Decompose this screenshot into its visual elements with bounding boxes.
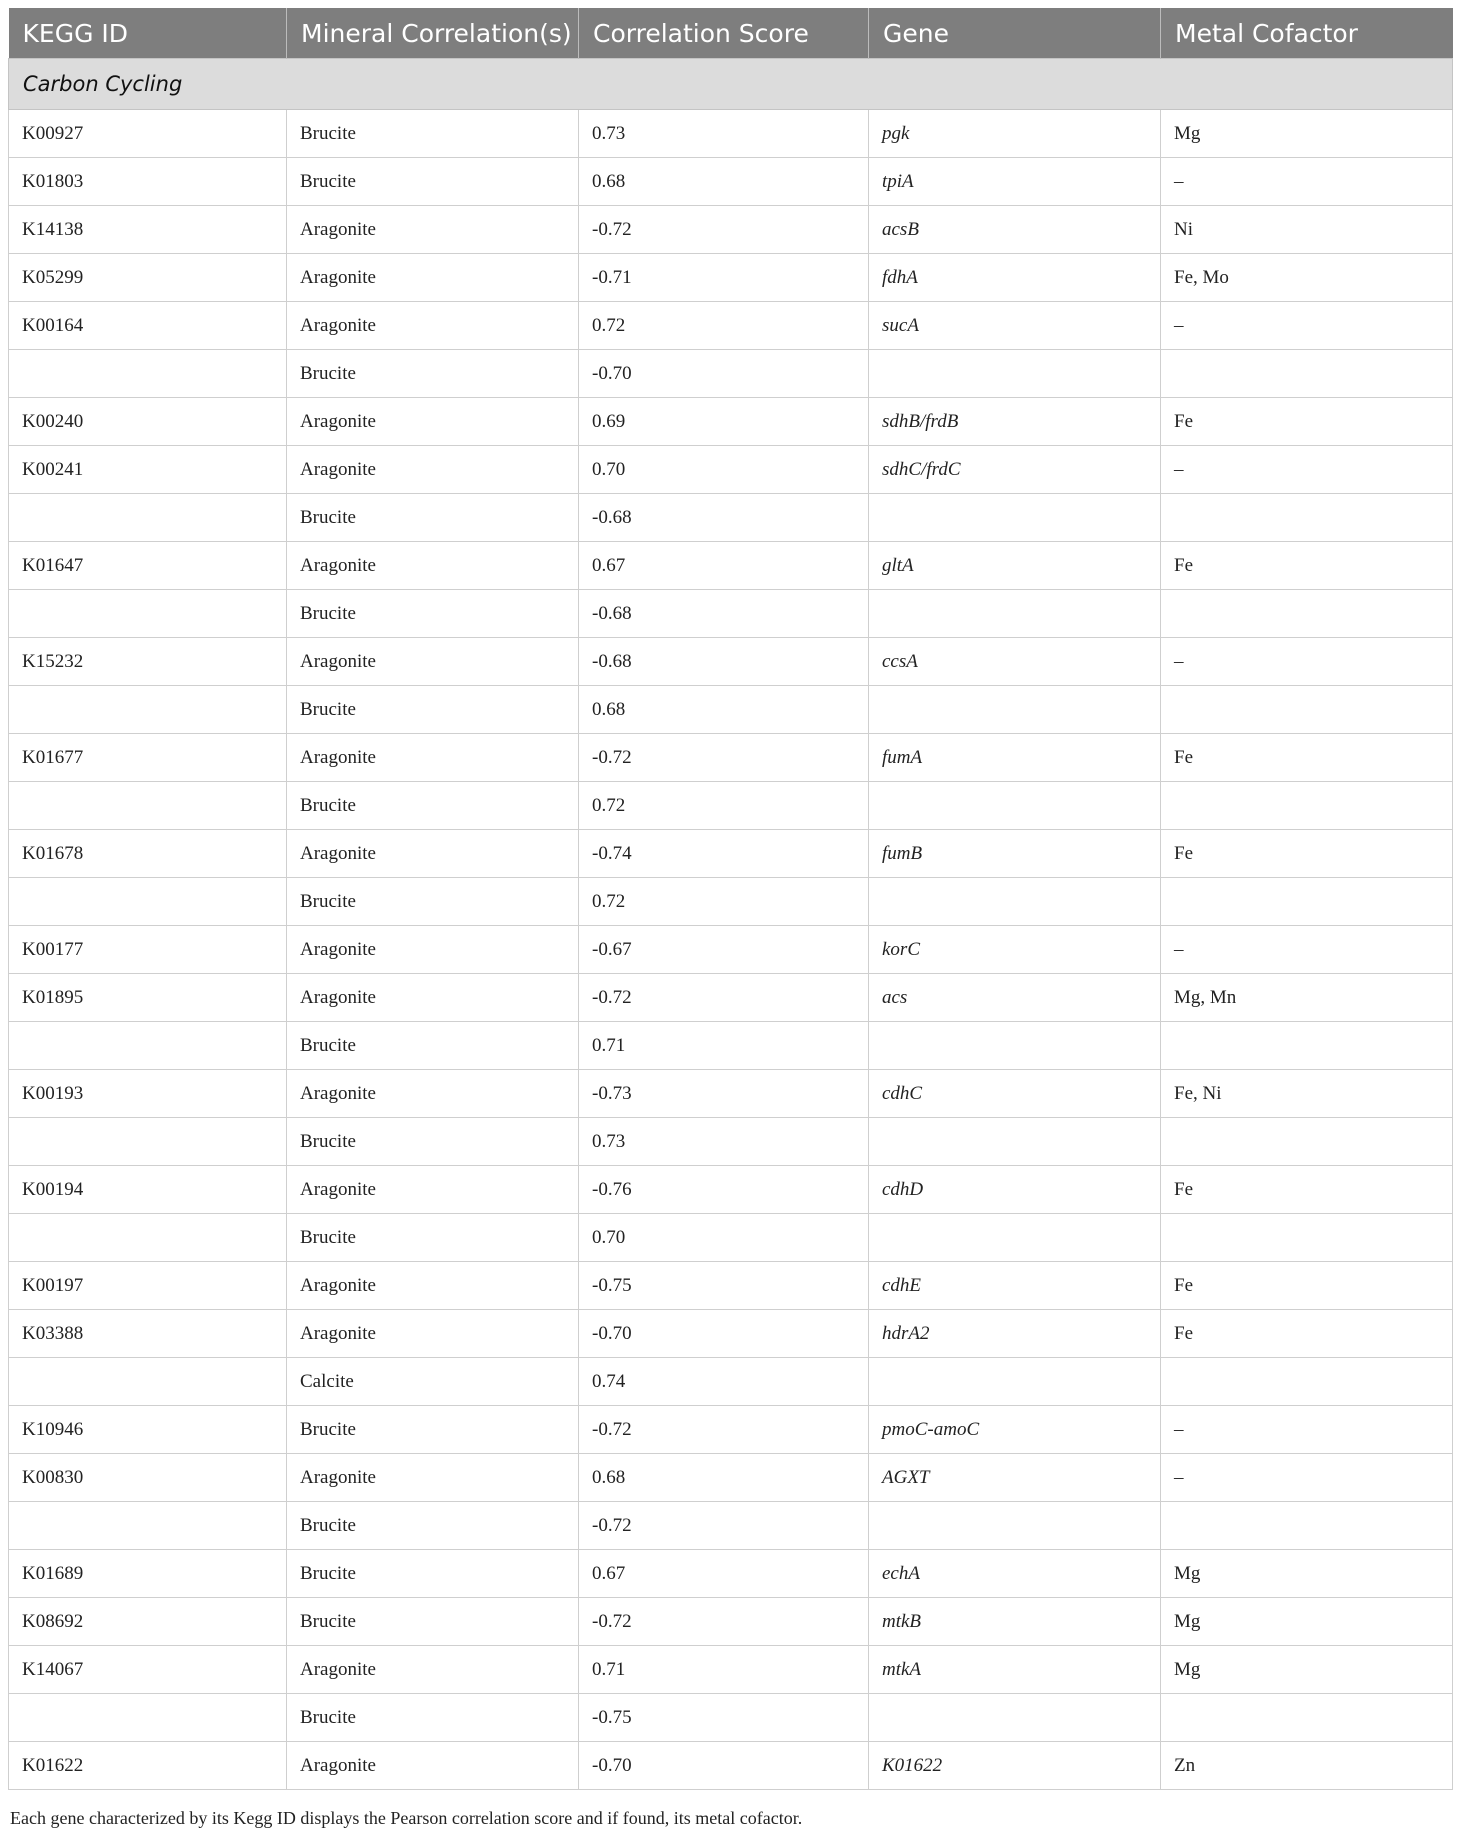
cell-gene	[869, 1502, 1161, 1550]
cell-mineral: Brucite	[287, 1550, 579, 1598]
cell-mineral: Aragonite	[287, 1166, 579, 1214]
table-row	[9, 1166, 1453, 1214]
cell-mineral: Aragonite	[287, 1310, 579, 1358]
cell-cofactor: Fe	[1161, 1262, 1453, 1310]
cell-kegg-id: K01647	[9, 542, 287, 590]
cell-kegg-id	[9, 782, 287, 830]
table-row	[9, 1598, 1453, 1646]
header-gene: Gene	[869, 8, 1161, 59]
cell-gene: acs	[869, 974, 1161, 1022]
table-container	[8, 8, 1452, 1790]
cell-cofactor: Ni	[1161, 206, 1453, 254]
cell-kegg-id: K14067	[9, 1646, 287, 1694]
table-body	[9, 59, 1453, 1790]
cell-kegg-id	[9, 494, 287, 542]
cell-score: -0.70	[579, 1310, 869, 1358]
cell-kegg-id: K00241	[9, 446, 287, 494]
cell-score: 0.70	[579, 446, 869, 494]
cell-gene: sdhC/frdC	[869, 446, 1161, 494]
cell-mineral: Brucite	[287, 110, 579, 158]
cell-score: 0.72	[579, 878, 869, 926]
cell-mineral: Aragonite	[287, 638, 579, 686]
cell-cofactor: Mg	[1161, 1550, 1453, 1598]
cell-mineral: Brucite	[287, 158, 579, 206]
table-row	[9, 1022, 1453, 1070]
cell-mineral: Aragonite	[287, 302, 579, 350]
table-row	[9, 974, 1453, 1022]
table-row	[9, 782, 1453, 830]
cell-gene	[869, 1358, 1161, 1406]
table-row	[9, 1118, 1453, 1166]
table-row	[9, 686, 1453, 734]
cell-gene: mtkA	[869, 1646, 1161, 1694]
cell-score: -0.68	[579, 590, 869, 638]
header-correlation-score: Correlation Score	[579, 8, 869, 59]
table-row	[9, 1262, 1453, 1310]
cell-kegg-id: K00193	[9, 1070, 287, 1118]
cell-mineral: Aragonite	[287, 1070, 579, 1118]
cell-gene	[869, 878, 1161, 926]
cell-cofactor: Mg, Mn	[1161, 974, 1453, 1022]
cell-kegg-id: K10946	[9, 1406, 287, 1454]
cell-cofactor	[1161, 1694, 1453, 1742]
cell-mineral: Aragonite	[287, 206, 579, 254]
cell-score: 0.72	[579, 302, 869, 350]
table-row	[9, 1550, 1453, 1598]
cell-score: 0.67	[579, 542, 869, 590]
cell-score: -0.72	[579, 1502, 869, 1550]
cell-score: 0.68	[579, 1454, 869, 1502]
cell-score: -0.68	[579, 638, 869, 686]
cell-kegg-id	[9, 590, 287, 638]
table-row	[9, 302, 1453, 350]
cell-cofactor: Fe	[1161, 734, 1453, 782]
cell-gene	[869, 686, 1161, 734]
cell-cofactor: –	[1161, 1406, 1453, 1454]
cell-gene: echA	[869, 1550, 1161, 1598]
table-row	[9, 1070, 1453, 1118]
cell-mineral: Aragonite	[287, 1646, 579, 1694]
cell-kegg-id: K00194	[9, 1166, 287, 1214]
header-kegg-id: KEGG ID	[9, 8, 287, 59]
cell-score: -0.68	[579, 494, 869, 542]
header-mineral-correlation: Mineral Correlation(s)	[287, 8, 579, 59]
table-row	[9, 398, 1453, 446]
cell-cofactor: Mg	[1161, 110, 1453, 158]
cell-gene: tpiA	[869, 158, 1161, 206]
cell-mineral: Aragonite	[287, 398, 579, 446]
cell-score: -0.76	[579, 1166, 869, 1214]
cell-cofactor: Fe	[1161, 830, 1453, 878]
section-title: Carbon Cycling	[9, 59, 1453, 110]
cell-score: 0.73	[579, 1118, 869, 1166]
cell-kegg-id	[9, 878, 287, 926]
cell-cofactor: –	[1161, 1454, 1453, 1502]
cell-kegg-id	[9, 350, 287, 398]
cell-mineral: Aragonite	[287, 542, 579, 590]
cell-gene	[869, 1694, 1161, 1742]
cell-kegg-id: K01895	[9, 974, 287, 1022]
cell-score: -0.72	[579, 974, 869, 1022]
cell-gene: mtkB	[869, 1598, 1161, 1646]
cell-kegg-id	[9, 1502, 287, 1550]
section-row	[9, 59, 1453, 110]
cell-score: 0.71	[579, 1646, 869, 1694]
cell-cofactor: Fe, Ni	[1161, 1070, 1453, 1118]
cell-mineral: Brucite	[287, 878, 579, 926]
table-row	[9, 1214, 1453, 1262]
cell-kegg-id: K00830	[9, 1454, 287, 1502]
table-row	[9, 638, 1453, 686]
table-row	[9, 446, 1453, 494]
cell-mineral: Brucite	[287, 1502, 579, 1550]
cell-mineral: Brucite	[287, 590, 579, 638]
cell-score: 0.71	[579, 1022, 869, 1070]
cell-mineral: Brucite	[287, 1694, 579, 1742]
cell-gene	[869, 494, 1161, 542]
cell-cofactor: Fe	[1161, 1166, 1453, 1214]
cell-mineral: Aragonite	[287, 1262, 579, 1310]
header-row	[9, 8, 1453, 59]
cell-mineral: Aragonite	[287, 1454, 579, 1502]
cell-mineral: Brucite	[287, 686, 579, 734]
table-row	[9, 1454, 1453, 1502]
cell-mineral: Aragonite	[287, 446, 579, 494]
cell-gene: sucA	[869, 302, 1161, 350]
cell-mineral: Brucite	[287, 1118, 579, 1166]
cell-mineral: Calcite	[287, 1358, 579, 1406]
cell-gene: pgk	[869, 110, 1161, 158]
cell-mineral: Brucite	[287, 1598, 579, 1646]
table-row	[9, 1406, 1453, 1454]
cell-kegg-id	[9, 1214, 287, 1262]
cell-gene: gltA	[869, 542, 1161, 590]
cell-score: -0.72	[579, 1406, 869, 1454]
table-row	[9, 926, 1453, 974]
cell-gene	[869, 350, 1161, 398]
cell-mineral: Aragonite	[287, 254, 579, 302]
cell-gene: cdhC	[869, 1070, 1161, 1118]
cell-cofactor: –	[1161, 446, 1453, 494]
cell-mineral: Aragonite	[287, 734, 579, 782]
cell-kegg-id	[9, 1358, 287, 1406]
cell-score: -0.73	[579, 1070, 869, 1118]
cell-gene	[869, 1022, 1161, 1070]
cell-mineral: Aragonite	[287, 926, 579, 974]
cell-cofactor: –	[1161, 926, 1453, 974]
cell-gene	[869, 782, 1161, 830]
cell-cofactor: –	[1161, 158, 1453, 206]
cell-mineral: Brucite	[287, 1406, 579, 1454]
cell-score: 0.70	[579, 1214, 869, 1262]
cell-mineral: Brucite	[287, 782, 579, 830]
cell-cofactor: Mg	[1161, 1598, 1453, 1646]
cell-gene: sdhB/frdB	[869, 398, 1161, 446]
cell-score: -0.72	[579, 1598, 869, 1646]
cell-gene: acsB	[869, 206, 1161, 254]
cell-score: -0.75	[579, 1694, 869, 1742]
cell-mineral: Brucite	[287, 1214, 579, 1262]
cell-kegg-id	[9, 1022, 287, 1070]
cell-score: -0.70	[579, 1742, 869, 1790]
table-row	[9, 878, 1453, 926]
cell-gene	[869, 1214, 1161, 1262]
cell-cofactor: Fe	[1161, 1310, 1453, 1358]
table-row	[9, 1742, 1453, 1790]
cell-kegg-id: K01677	[9, 734, 287, 782]
cell-kegg-id: K00177	[9, 926, 287, 974]
cell-cofactor: Zn	[1161, 1742, 1453, 1790]
cell-score: 0.68	[579, 158, 869, 206]
cell-kegg-id: K00927	[9, 110, 287, 158]
data-table	[8, 8, 1453, 1790]
header-metal-cofactor: Metal Cofactor	[1161, 8, 1453, 59]
cell-mineral: Brucite	[287, 350, 579, 398]
cell-score: 0.74	[579, 1358, 869, 1406]
table-footnote: Each gene characterized by its Kegg ID displays the Pearson correlation score and if found, its metal cofactor.	[10, 1808, 803, 1828]
cell-kegg-id: K14138	[9, 206, 287, 254]
cell-mineral: Aragonite	[287, 830, 579, 878]
cell-cofactor	[1161, 686, 1453, 734]
cell-cofactor: Fe	[1161, 542, 1453, 590]
cell-cofactor	[1161, 1214, 1453, 1262]
cell-kegg-id: K01678	[9, 830, 287, 878]
cell-cofactor	[1161, 494, 1453, 542]
cell-cofactor	[1161, 878, 1453, 926]
table-row	[9, 1310, 1453, 1358]
cell-kegg-id	[9, 686, 287, 734]
table-header	[9, 8, 1453, 59]
cell-gene: fumA	[869, 734, 1161, 782]
cell-cofactor	[1161, 1502, 1453, 1550]
cell-score: 0.72	[579, 782, 869, 830]
cell-score: -0.70	[579, 350, 869, 398]
table-row	[9, 110, 1453, 158]
table-row	[9, 590, 1453, 638]
cell-mineral: Aragonite	[287, 1742, 579, 1790]
cell-kegg-id: K15232	[9, 638, 287, 686]
cell-cofactor	[1161, 1358, 1453, 1406]
cell-cofactor	[1161, 782, 1453, 830]
cell-kegg-id: K01689	[9, 1550, 287, 1598]
cell-kegg-id: K01622	[9, 1742, 287, 1790]
cell-cofactor: Fe, Mo	[1161, 254, 1453, 302]
cell-kegg-id: K05299	[9, 254, 287, 302]
cell-gene: cdhD	[869, 1166, 1161, 1214]
cell-kegg-id	[9, 1118, 287, 1166]
cell-score: -0.72	[579, 206, 869, 254]
table-row	[9, 542, 1453, 590]
cell-gene: fumB	[869, 830, 1161, 878]
table-row	[9, 1694, 1453, 1742]
cell-cofactor: Mg	[1161, 1646, 1453, 1694]
cell-score: -0.74	[579, 830, 869, 878]
cell-cofactor	[1161, 1022, 1453, 1070]
cell-gene: ccsA	[869, 638, 1161, 686]
table-row	[9, 1646, 1453, 1694]
cell-cofactor: Fe	[1161, 398, 1453, 446]
cell-kegg-id	[9, 1694, 287, 1742]
cell-gene: korC	[869, 926, 1161, 974]
cell-kegg-id: K03388	[9, 1310, 287, 1358]
cell-gene: fdhA	[869, 254, 1161, 302]
cell-kegg-id: K00164	[9, 302, 287, 350]
cell-gene	[869, 590, 1161, 638]
table-row	[9, 494, 1453, 542]
cell-mineral: Aragonite	[287, 974, 579, 1022]
cell-gene: hdrA2	[869, 1310, 1161, 1358]
cell-score: -0.72	[579, 734, 869, 782]
cell-gene: K01622	[869, 1742, 1161, 1790]
table-row	[9, 734, 1453, 782]
cell-cofactor: –	[1161, 638, 1453, 686]
cell-gene: pmoC-amoC	[869, 1406, 1161, 1454]
table-row	[9, 254, 1453, 302]
table-row	[9, 158, 1453, 206]
cell-score: -0.71	[579, 254, 869, 302]
table-row	[9, 1502, 1453, 1550]
cell-mineral: Brucite	[287, 1022, 579, 1070]
cell-gene: AGXT	[869, 1454, 1161, 1502]
cell-cofactor	[1161, 350, 1453, 398]
table-row	[9, 1358, 1453, 1406]
table-row	[9, 206, 1453, 254]
cell-cofactor: –	[1161, 302, 1453, 350]
cell-score: -0.75	[579, 1262, 869, 1310]
cell-score: 0.67	[579, 1550, 869, 1598]
cell-score: -0.67	[579, 926, 869, 974]
cell-kegg-id: K00197	[9, 1262, 287, 1310]
cell-score: 0.68	[579, 686, 869, 734]
table-row	[9, 350, 1453, 398]
cell-gene	[869, 1118, 1161, 1166]
cell-gene: cdhE	[869, 1262, 1161, 1310]
cell-score: 0.69	[579, 398, 869, 446]
cell-score: 0.73	[579, 110, 869, 158]
cell-cofactor	[1161, 590, 1453, 638]
cell-kegg-id: K08692	[9, 1598, 287, 1646]
cell-cofactor	[1161, 1118, 1453, 1166]
cell-mineral: Brucite	[287, 494, 579, 542]
table-row	[9, 830, 1453, 878]
cell-kegg-id: K01803	[9, 158, 287, 206]
cell-kegg-id: K00240	[9, 398, 287, 446]
